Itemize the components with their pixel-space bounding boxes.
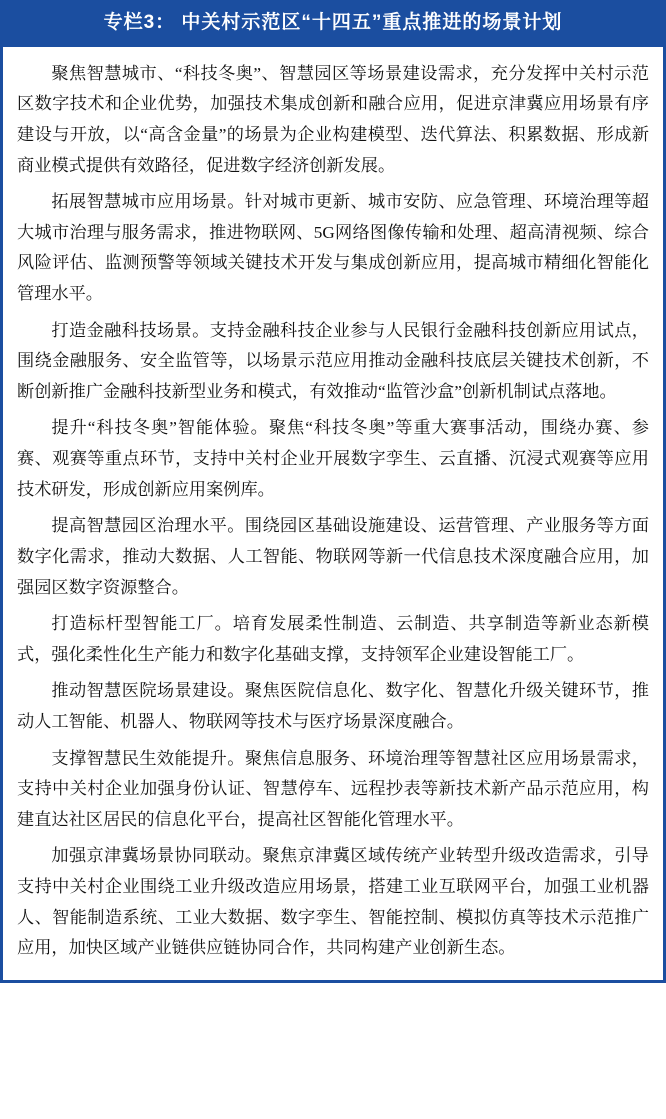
paragraph: 推动智慧医院场景建设。聚焦医院信息化、数字化、智慧化升级关键环节，推动人工智能、机器人、物联网等技术与医疗场景深度融合。	[17, 681, 649, 731]
paragraph: 聚焦智慧城市、“科技冬奥”、智慧园区等场景建设需求，充分发挥中关村示范区数字技术和企业优势，加强技术集成创新和融合应用，促进京津冀应用场景有序建设与开放，以“高含金量”的场景为企业构建模型、迭代算法、积累数据、形成新商业模式提供有效路径，促进数字经济创新发展。	[17, 63, 649, 175]
paragraph: 拓展智慧城市应用场景。针对城市更新、城市安防、应急管理、环境治理等超大城市治理与服务需求，推进物联网、5G网络图像传输和处理、超高清视频、综合风险评估、监测预警等领域关键技术开发与集成创新应用，提高城市精细化智能化管理水平。	[17, 192, 649, 304]
paragraph: 打造金融科技场景。支持金融科技企业参与人民银行金融科技创新应用试点，围绕金融服务、安全监管等，以场景示范应用推动金融科技底层关键技术创新，不断创新推广金融科技新型业务和模式，有效推动“监管沙盒”创新机制试点落地。	[17, 320, 649, 401]
paragraph: 提升“科技冬奥”智能体验。聚焦“科技冬奥”等重大赛事活动，围绕办赛、参赛、观赛等重点环节，支持中关村企业开展数字孪生、云直播、沉浸式观赛等应用技术研发，形成创新应用案例库。	[17, 418, 649, 499]
paragraph: 打造标杆型智能工厂。培育发展柔性制造、云制造、共享制造等新业态新模式，强化柔性化生产能力和数字化基础支撑，支持领军企业建设智能工厂。	[17, 614, 649, 664]
paragraph: 加强京津冀场景协同联动。聚焦京津冀区域传统产业转型升级改造需求，引导支持中关村企业围绕工业升级改造应用场景，搭建工业互联网平台，加强工业机器人、智能制造系统、工业大数据、数字孪生、智能控制、模拟仿真等技术示范推广应用，加快区域产业链供应链协同合作，共同构建产业创新生态。	[17, 846, 649, 958]
box-title: 专栏3： 中关村示范区“十四五”重点推进的场景计划	[3, 0, 663, 47]
paragraph: 提高智慧园区治理水平。围绕园区基础设施建设、运营管理、产业服务等方面数字化需求，推动大数据、人工智能、物联网等新一代信息技术深度融合应用，加强园区数字资源整合。	[17, 516, 649, 597]
box-body	[3, 47, 663, 980]
paragraph: 支撑智慧民生效能提升。聚焦信息服务、环境治理等智慧社区应用场景需求，支持中关村企业加强身份认证、智慧停车、远程抄表等新技术新产品示范应用，构建直达社区居民的信息化平台，提高社区智能化管理水平。	[17, 748, 649, 829]
